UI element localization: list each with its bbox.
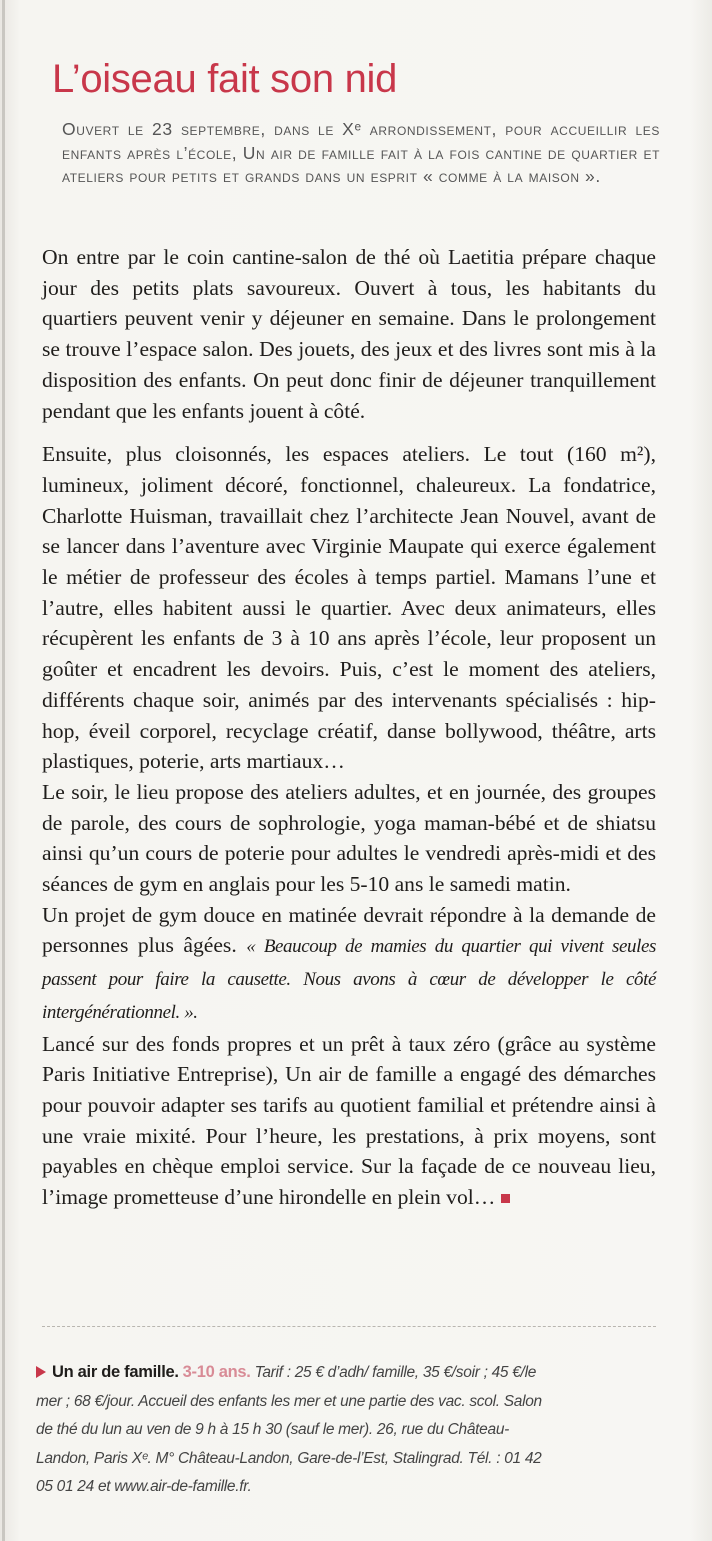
paragraph: Le soir, le lieu propose des ateliers adultes, et en journée, des groupes de parole, des cours de sophrologie, yoga maman-bébé et de shiatsu ainsi qu’un cours de poterie pour adultes le vendredi après-midi et des séances de gym en anglais pour les 5-10 ans le samedi matin. [42,779,656,897]
arrow-right-icon [36,1366,46,1378]
quote: « Beaucoup de mamies du quartier qui vivent seules passent pour faire la causette. Nous avons à cœur de développer le côté intergénérationnel. ». [42,936,656,1023]
paragraph [42,1029,656,1213]
article-title: L’oiseau fait son nid [52,57,398,101]
paragraph-text: Un projet de gym douce en matinée devrait répondre à la demande de personnes plus âgées. [42,902,656,958]
scan-edge [2,0,5,1541]
venue-details: Tarif : 25 € d’adh/ famille, 35 €/soir ; 45 €/le mer ; 68 €/jour. Accueil des enfants les mer et une partie des vac. scol. Salon de thé du lun au ven de 9 h à 15 h 30 (sauf le mer). 26, rue du Château-Landon, Paris Xᵉ. M° Château-Landon, Gare-de-l’Est, Stalingrad. Tél. : 01 42 05 01 24 et www.air-de-famille.fr. [36,1364,542,1495]
end-square-icon [501,1194,510,1203]
article-body [42,242,656,1213]
paragraph [42,900,656,1029]
info-box [36,1358,546,1502]
age-range: 3-10 ans. [182,1363,251,1381]
paragraph: Ensuite, plus cloisonnés, les espaces ateliers. Le tout (160 m²), lumineux, joliment décoré, fonctionnel, chaleureux. La fondatrice, Charlotte Huisman, travaillait chez l’architecte Jean Nouvel, avant de se lancer dans l’aventure avec Virginie Maupate qui exerce également le métier de professeur des écoles à temps partiel. Mamans l’une et l’autre, elles habitent aussi le quartier. Avec deux animateurs, elles récupèrent les enfants de 3 à 10 ans après l’école, leur proposent un goûter et encadrent les devoirs. Puis, c’est le moment des ateliers, différents chaque soir, animés par des intervenants spécialisés : hip-hop, éveil corporel, recyclage créatif, danse bollywood, théâtre, arts plastiques, poterie, arts martiaux… [42,442,656,774]
article-intro: Ouvert le 23 septembre, dans le Xᵉ arrondissement, pour accueillir les enfants après l’école, Un air de famille fait à la fois cantine de quartier et ateliers pour petits et grands dans un esprit « comme à la maison ». [62,119,660,186]
venue-name: Un air de famille. [52,1363,179,1381]
paragraph-text: Lancé sur des fonds propres et un prêt à taux zéro (grâce au système Paris Initiative Entreprise), Un air de famille a engagé des démarches pour pouvoir adapter ses tarifs au quotient familial et prétendre ainsi à une vraie mixité. Pour l’heure, les prestations, à prix moyens, sont payables en chèque emploi service. Sur la façade de ce nouveau lieu, l’image prometteuse d’une hirondelle en plein vol… [42,1031,656,1210]
divider [42,1326,656,1327]
paragraph: On entre par le coin cantine-salon de thé où Laetitia prépare chaque jour des petits plats savoureux. Ouvert à tous, les habitants du quartiers peuvent venir y déjeuner en semaine. Dans le prolongement se trouve l’espace salon. Des jouets, des jeux et des livres sont mis à la disposition des enfants. On peut donc finir de déjeuner tranquillement pendant que les enfants jouent à côté. [42,245,656,423]
